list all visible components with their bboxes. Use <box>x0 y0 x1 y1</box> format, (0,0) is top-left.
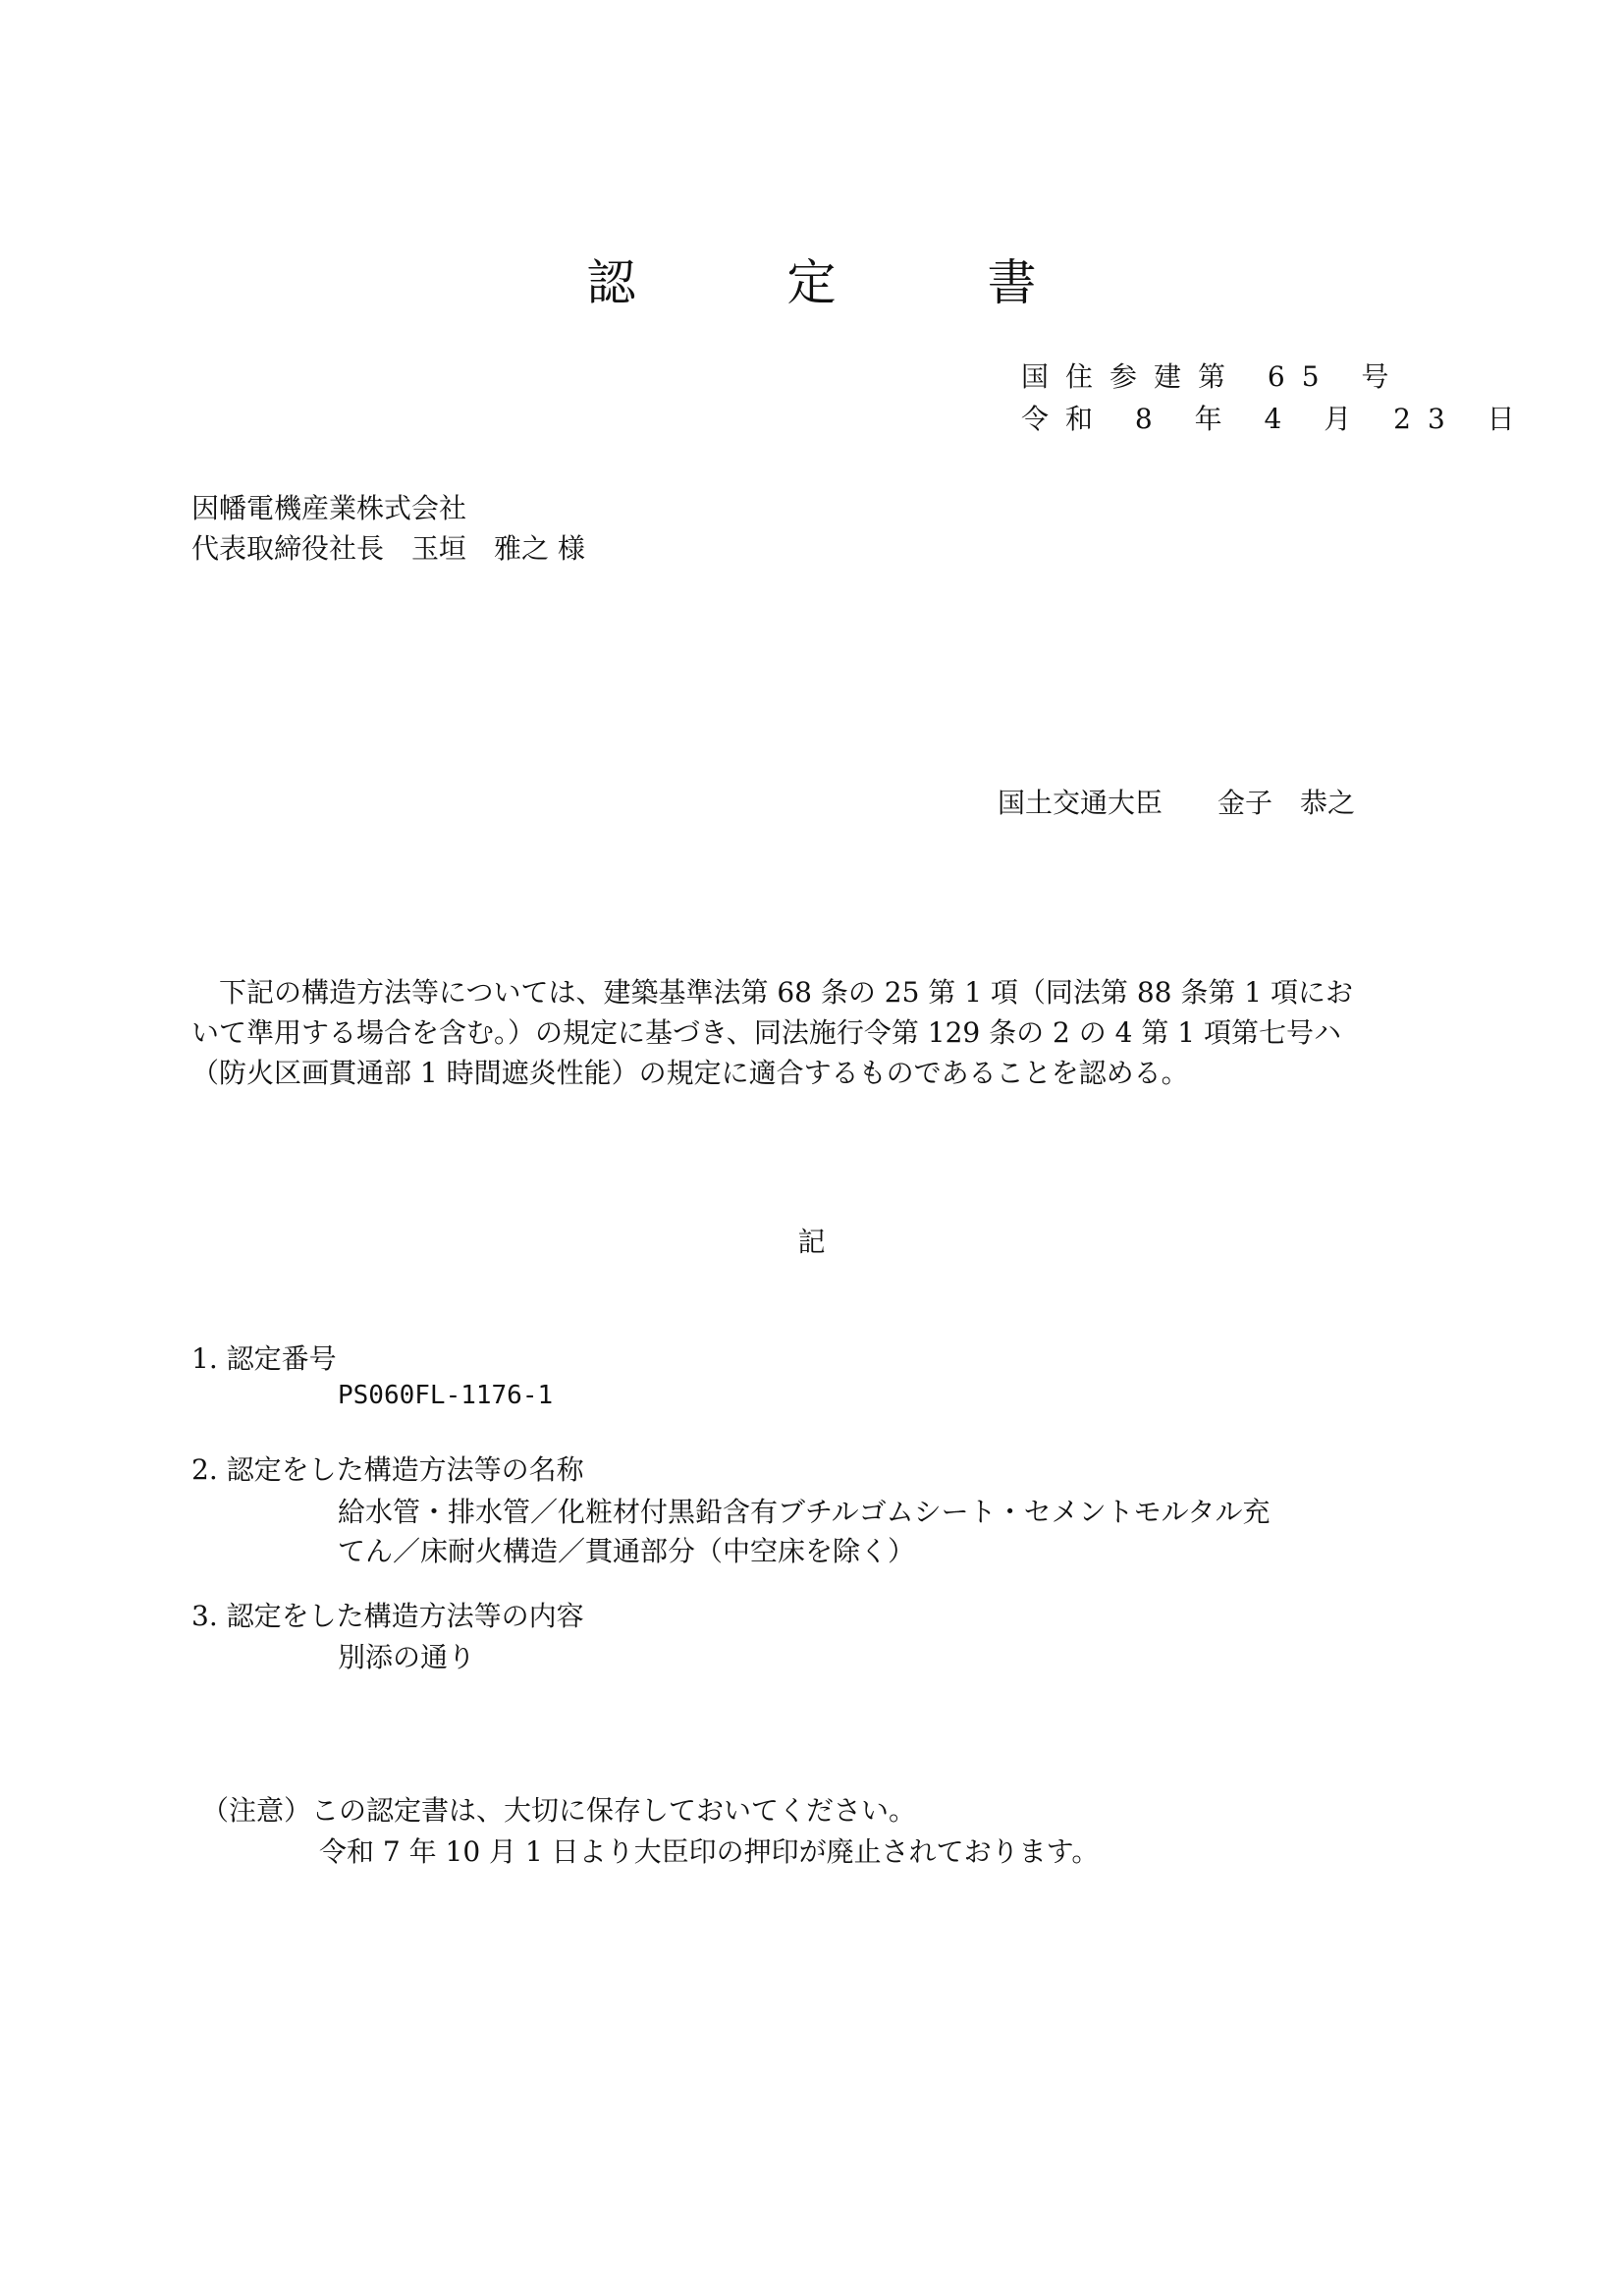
method-name-line: 給水管・排水管／化粧材付黒鉛含有ブチルゴムシート・セメントモルタル充 <box>338 1496 1271 1528</box>
certification-statement <box>191 972 1399 1093</box>
method-content-value: 別添の通り <box>338 1641 476 1673</box>
method-name-line: てん／床耐火構造／貫通部分（中空床を除く） <box>338 1535 916 1567</box>
ki-heading: 記 <box>797 1226 826 1258</box>
document-date: 令和 8 年 4 月 23 日 <box>1021 403 1532 435</box>
recipient-person: 代表取締役社長 玉垣 雅之 様 <box>191 532 585 565</box>
statement-line: （防火区画貫通部 1 時間遮炎性能）の規定に適合するものであることを認める。 <box>191 1057 1189 1089</box>
note-heading: （注意）この認定書は、大切に保存しておいてください。 <box>201 1794 917 1827</box>
item-heading-certification-number: 1. 認定番号 <box>191 1342 337 1375</box>
issuer-name: 国土交通大臣 金子 恭之 <box>998 787 1356 819</box>
statement-line: 下記の構造方法等については、建築基準法第 68 条の 25 第 1 項（同法第 88 条第 1 項にお <box>191 976 1353 1009</box>
item-heading-method-content: 3. 認定をした構造方法等の内容 <box>191 1600 584 1632</box>
recipient-company: 因幡電機産業株式会社 <box>191 492 467 524</box>
statement-line: いて準用する場合を含む。）の規定に基づき、同法施行令第 129 条の 2 の 4 第 1 項第七号ハ <box>191 1016 1341 1049</box>
certification-number-value: PS060FL-1176-1 <box>338 1381 554 1410</box>
item-heading-method-name: 2. 認定をした構造方法等の名称 <box>191 1453 584 1486</box>
note-line: 令和 7 年 10 月 1 日より大臣印の押印が廃止されております。 <box>319 1835 1100 1868</box>
document-number: 国住参建第 65 号 <box>1021 360 1406 393</box>
document-title: 認 定 書 <box>586 254 1088 311</box>
